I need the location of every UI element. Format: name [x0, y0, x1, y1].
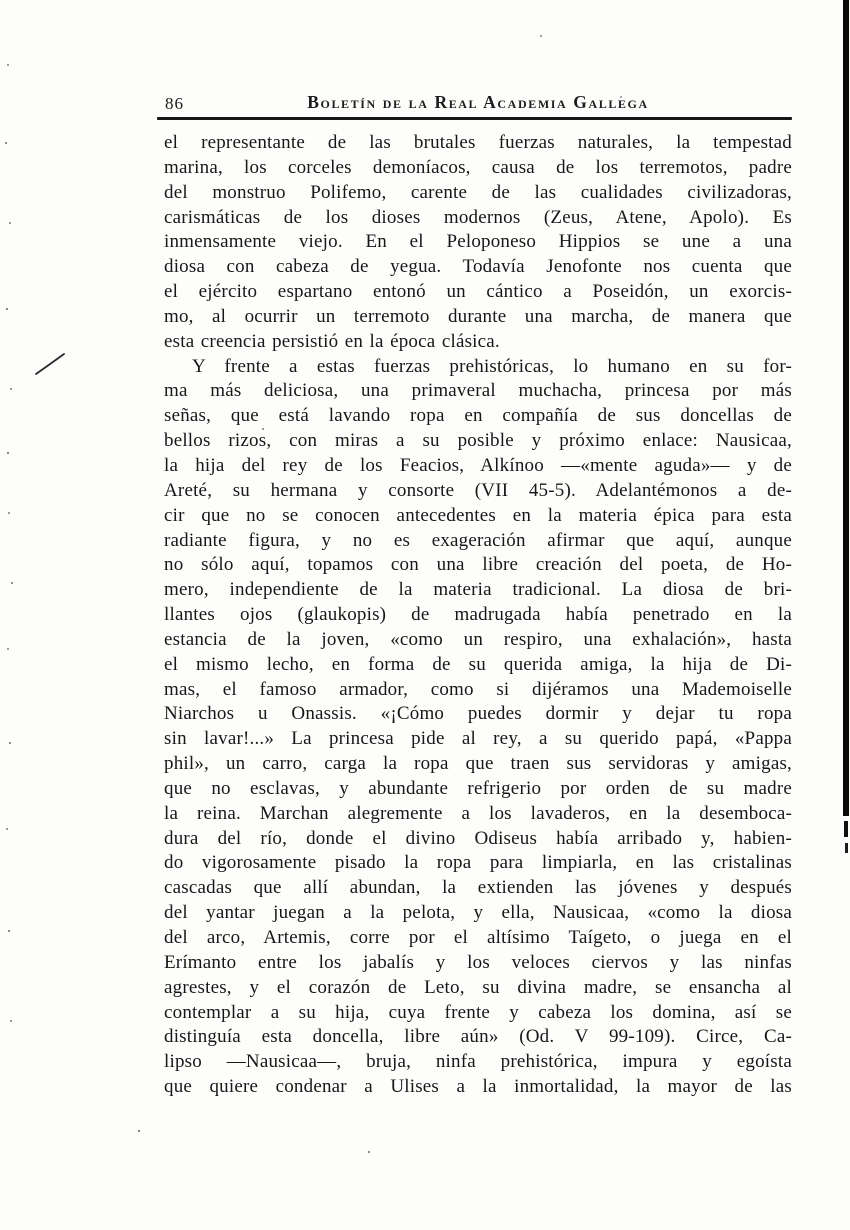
text-line: diosa con cabeza de yegua. Todavía Jenofonte nos cuenta que: [164, 256, 792, 278]
paragraph: [164, 131, 792, 355]
text-line: sin lavar!...» La princesa pide al rey, a su querido papá, «Pappa: [164, 728, 792, 750]
text-line: el ejército espartano entonó un cántico a Poseidón, un exorcis-: [164, 281, 792, 303]
text-line: el mismo lecho, en forma de su querida amiga, la hija de Di-: [164, 653, 792, 675]
text-line: la hija del rey de los Feacios, Alkínoo —«mente aguda»— y de: [164, 454, 792, 476]
text-line: del arco, Artemis, corre por el altísimo Taígeto, o juega en el: [164, 927, 792, 948]
text-line: la reina. Marchan alegremente a los lavaderos, en la desemboca-: [164, 802, 792, 824]
text-line: del monstruo Polifemo, carente de las cualidades civilizadoras,: [164, 181, 792, 203]
page-header: [164, 92, 792, 114]
text-line: mo, al ocurrir un terremoto durante una marcha, de manera que: [164, 305, 792, 327]
paragraph: [164, 355, 792, 1100]
text-line: agrestes, y el corazón de Leto, su divina madre, se ensancha al: [164, 976, 792, 998]
scan-edge-shadow-dash: [844, 821, 848, 837]
header-rule: [157, 117, 792, 120]
text-block: [164, 131, 792, 1100]
text-line: do vigorosamente pisado la ropa para limpiarla, en las cristalinas: [164, 852, 792, 874]
pen-slash-mark: [30, 348, 70, 378]
page-number: 86: [165, 94, 184, 113]
scan-edge-shadow-dash: [845, 843, 848, 853]
scan-edge-shadow: [843, 0, 849, 816]
text-line: el representante de las brutales fuerzas naturales, la tempestad: [164, 132, 792, 153]
text-line: marina, los corceles demoníacos, causa de los terremotos, padre: [164, 156, 792, 178]
text-line: bellos rizos, con miras a su posible y próximo enlace: Nausicaa,: [164, 430, 792, 452]
text-line: no sólo aquí, topamos con una libre creación del poeta, de Ho-: [164, 554, 792, 576]
text-line: señas, que está lavando ropa en compañía de sus doncellas de: [164, 405, 792, 427]
text-line: que quiere condenar a Ulises a la inmortalidad, la mayor de las: [164, 1076, 792, 1098]
text-line: contemplar a su hija, cuya frente y cabeza los domina, así se: [164, 1001, 792, 1023]
text-line: cascadas que allí abundan, la extienden las jóvenes y después: [164, 877, 792, 899]
text-line: que no esclavas, y abundante refrigerio por orden de su madre: [164, 777, 792, 799]
text-line: esta creencia persistió en la época clásica.: [164, 330, 500, 352]
text-line: carismáticas de los dioses modernos (Zeus, Atene, Apolo). Es: [164, 206, 792, 228]
text-line: cir que no se conocen antecedentes en la materia épica para esta: [164, 504, 792, 526]
text-line: phil», un carro, carga la ropa que traen sus servidoras y amigas,: [164, 753, 792, 775]
text-line: dura del río, donde el divino Odiseus había arribado y, habien-: [164, 827, 792, 849]
text-line: del yantar juegan a la pelota, y ella, Nausicaa, «como la diosa: [164, 902, 792, 924]
text-line: Niarchos u Onassis. «¡Cómo puedes dormir y dejar tu ropa: [164, 703, 792, 725]
text-line: ma más deliciosa, una primaveral muchacha, princesa por más: [164, 380, 792, 402]
text-line: Y frente a estas fuerzas prehistóricas, lo humano en su for-: [192, 355, 792, 377]
text-line: Erímanto entre los jabalís y los veloces ciervos y las ninfas: [164, 951, 792, 973]
journal-title: Boletín de la Real Academia Gallega: [307, 92, 649, 112]
text-line: inmensamente viejo. En el Peloponeso Hippios se une a una: [164, 231, 792, 253]
text-line: estancia de la joven, «como un respiro, una exhalación», hasta: [164, 628, 792, 650]
text-line: llantes ojos (glaukopis) de madrugada había penetrado en la: [164, 604, 792, 626]
text-line: radiante figura, y no es exageración afirmar que aquí, aunque: [164, 529, 792, 551]
scan-noise: [0, 0, 2, 2]
text-line: mas, el famoso armador, como si dijéramos una Mademoiselle: [164, 678, 792, 700]
text-line: distinguía esta doncella, libre aún» (Od. V 99-109). Circe, Ca-: [164, 1026, 792, 1048]
text-line: Areté, su hermana y consorte (VII 45-5). Adelantémonos a de-: [164, 479, 792, 501]
text-line: mero, independiente de la materia tradicional. La diosa de bri-: [164, 579, 792, 601]
text-line: lipso —Nausicaa—, bruja, ninfa prehistórica, impura y egoísta: [164, 1051, 792, 1073]
